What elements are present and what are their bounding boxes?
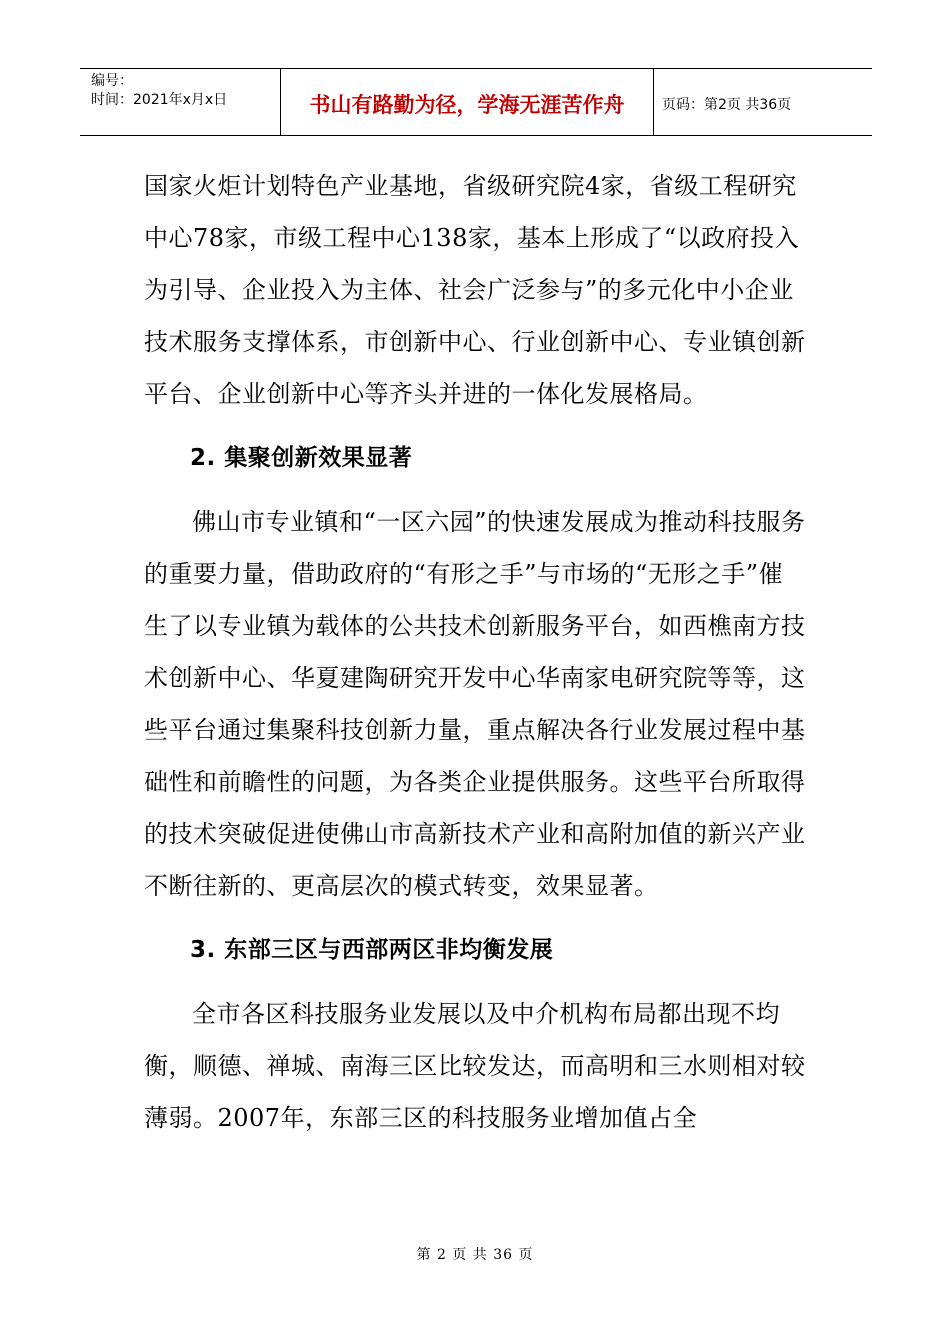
- document-time-label: 时间：2021年x月x日: [91, 92, 228, 108]
- paragraph-3: 全市各区科技服务业发展以及中介机构布局都出现不均衡，顺德、禅城、南海三区比较发达，而高明和三水则相对较薄弱。2007年，东部三区的科技服务业增加值占全: [144, 1000, 806, 1132]
- page-header: [80, 68, 872, 136]
- paragraph-2: 佛山市专业镇和“一区六园”的快速发展成为推动科技服务的重要力量，借助政府的“有形之手”与市场的“无形之手”催生了以专业镇为载体的公共技术创新服务平台，如西樵南方技术创新中心、华夏建陶研究开发中心华南家电研究院等等，这些平台通过集聚科技创新力量，重点解决各行业发展过程中基础性和前瞻性的问题，为各类企业提供服务。这些平台所取得的技术突破促进使佛山市高新技术产业和高附加值的新兴产业不断往新的、更高层次的模式转变，效果显著。: [144, 508, 806, 900]
- document-body: [144, 160, 806, 1144]
- header-meta: [80, 69, 281, 135]
- paragraph-1: 国家火炬计划特色产业基地，省级研究院4家，省级工程研究中心78家，市级工程中心138家，基本上形成了“以政府投入为引导、企业投入为主体、社会广泛参与”的多元化中小企业技术服务支撑体系，市创新中心、行业创新中心、专业镇创新平台、企业创新中心等齐头并进的一体化发展格局。: [144, 172, 806, 408]
- section-heading-2: 2. 集聚创新效果显著: [190, 445, 413, 471]
- page-footer: 第 2 页 共 36 页: [416, 1247, 534, 1263]
- section-heading-3: 3. 东部三区与西部两区非均衡发展: [190, 937, 554, 963]
- header-motto: 书山有路勤为径，学海无涯苦作舟: [281, 69, 654, 135]
- header-page-code: 页码：第2页 共36页: [662, 97, 792, 113]
- document-number-label: 编号：: [91, 73, 133, 89]
